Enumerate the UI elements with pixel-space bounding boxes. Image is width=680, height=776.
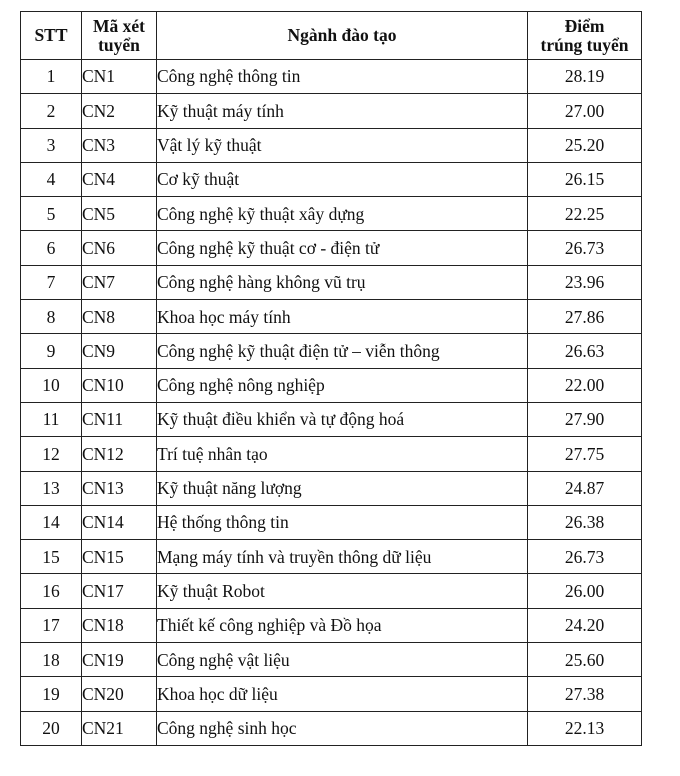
header-score-line1: Điểm <box>564 16 605 37</box>
cell-stt: 4 <box>21 162 82 196</box>
header-stt <box>21 12 82 60</box>
cell-stt: 11 <box>21 402 82 436</box>
cell-admission-code: CN14 <box>82 505 157 539</box>
cell-major: Trí tuệ nhân tạo <box>157 437 528 471</box>
cell-score: 25.60 <box>528 643 642 677</box>
header-stt-label: STT <box>34 25 68 46</box>
cell-stt: 12 <box>21 437 82 471</box>
cell-admission-code: CN13 <box>82 471 157 505</box>
cell-score: 26.73 <box>528 540 642 574</box>
admission-scores-table <box>20 11 642 746</box>
cell-score: 22.13 <box>528 711 642 745</box>
table-row <box>21 94 642 128</box>
table-row <box>21 300 642 334</box>
cell-stt: 9 <box>21 334 82 368</box>
cell-major: Vật lý kỹ thuật <box>157 128 528 162</box>
table-row <box>21 540 642 574</box>
cell-score: 24.87 <box>528 471 642 505</box>
table-row <box>21 643 642 677</box>
table-row <box>21 265 642 299</box>
cell-major: Công nghệ vật liệu <box>157 643 528 677</box>
cell-admission-code: CN19 <box>82 643 157 677</box>
table-row <box>21 162 642 196</box>
cell-score: 22.25 <box>528 197 642 231</box>
cell-score: 28.19 <box>528 60 642 94</box>
cell-score: 26.73 <box>528 231 642 265</box>
cell-stt: 2 <box>21 94 82 128</box>
cell-major: Hệ thống thông tin <box>157 505 528 539</box>
cell-stt: 1 <box>21 60 82 94</box>
cell-major: Kỹ thuật năng lượng <box>157 471 528 505</box>
cell-score: 26.15 <box>528 162 642 196</box>
cell-score: 26.38 <box>528 505 642 539</box>
table-row <box>21 60 642 94</box>
table-row <box>21 197 642 231</box>
cell-stt: 19 <box>21 677 82 711</box>
cell-major: Công nghệ hàng không vũ trụ <box>157 265 528 299</box>
cell-admission-code: CN11 <box>82 402 157 436</box>
cell-stt: 16 <box>21 574 82 608</box>
cell-major: Kỹ thuật Robot <box>157 574 528 608</box>
table-row <box>21 368 642 402</box>
cell-stt: 18 <box>21 643 82 677</box>
cell-admission-code: CN18 <box>82 608 157 642</box>
cell-major: Khoa học dữ liệu <box>157 677 528 711</box>
header-row <box>21 12 642 60</box>
table-row <box>21 711 642 745</box>
cell-stt: 20 <box>21 711 82 745</box>
cell-score: 24.20 <box>528 608 642 642</box>
table-row <box>21 231 642 265</box>
cell-admission-code: CN9 <box>82 334 157 368</box>
cell-admission-code: CN2 <box>82 94 157 128</box>
cell-stt: 5 <box>21 197 82 231</box>
table-row <box>21 505 642 539</box>
cell-stt: 3 <box>21 128 82 162</box>
cell-admission-code: CN8 <box>82 300 157 334</box>
cell-score: 26.00 <box>528 574 642 608</box>
cell-admission-code: CN17 <box>82 574 157 608</box>
cell-stt: 6 <box>21 231 82 265</box>
header-score-line2: trúng tuyển <box>540 34 629 55</box>
table-row <box>21 437 642 471</box>
header-major-label: Ngành đào tạo <box>287 25 397 46</box>
cell-stt: 7 <box>21 265 82 299</box>
cell-admission-code: CN1 <box>82 60 157 94</box>
cell-major: Công nghệ kỹ thuật xây dựng <box>157 197 528 231</box>
cell-major: Cơ kỹ thuật <box>157 162 528 196</box>
cell-major: Kỹ thuật máy tính <box>157 94 528 128</box>
cell-score: 27.90 <box>528 402 642 436</box>
table-row <box>21 471 642 505</box>
table-row <box>21 128 642 162</box>
cell-major: Mạng máy tính và truyền thông dữ liệu <box>157 540 528 574</box>
cell-score: 27.38 <box>528 677 642 711</box>
cell-major: Khoa học máy tính <box>157 300 528 334</box>
cell-admission-code: CN7 <box>82 265 157 299</box>
cell-admission-code: CN4 <box>82 162 157 196</box>
cell-admission-code: CN20 <box>82 677 157 711</box>
cell-admission-code: CN21 <box>82 711 157 745</box>
table-row <box>21 402 642 436</box>
cell-stt: 14 <box>21 505 82 539</box>
cell-stt: 15 <box>21 540 82 574</box>
cell-stt: 13 <box>21 471 82 505</box>
header-admission-code <box>82 12 157 60</box>
table-row <box>21 677 642 711</box>
cell-score: 26.63 <box>528 334 642 368</box>
cell-major: Công nghệ sinh học <box>157 711 528 745</box>
cell-admission-code: CN6 <box>82 231 157 265</box>
cell-score: 22.00 <box>528 368 642 402</box>
cell-admission-code: CN3 <box>82 128 157 162</box>
cell-major: Công nghệ thông tin <box>157 60 528 94</box>
cell-major: Kỹ thuật điều khiển và tự động hoá <box>157 402 528 436</box>
table-row <box>21 574 642 608</box>
cell-stt: 10 <box>21 368 82 402</box>
cell-score: 27.00 <box>528 94 642 128</box>
cell-admission-code: CN5 <box>82 197 157 231</box>
cell-admission-code: CN15 <box>82 540 157 574</box>
cell-major: Thiết kế công nghiệp và Đồ họa <box>157 608 528 642</box>
cell-admission-code: CN12 <box>82 437 157 471</box>
cell-score: 27.86 <box>528 300 642 334</box>
cell-major: Công nghệ nông nghiệp <box>157 368 528 402</box>
header-score <box>528 12 642 60</box>
table-body <box>21 60 642 746</box>
cell-stt: 17 <box>21 608 82 642</box>
cell-major: Công nghệ kỹ thuật điện tử – viễn thông <box>157 334 528 368</box>
header-major <box>157 12 528 60</box>
cell-admission-code: CN10 <box>82 368 157 402</box>
header-code-line2: tuyển <box>98 34 140 55</box>
table-header <box>21 12 642 60</box>
cell-score: 27.75 <box>528 437 642 471</box>
table-row <box>21 608 642 642</box>
table-row <box>21 334 642 368</box>
cell-stt: 8 <box>21 300 82 334</box>
cell-score: 25.20 <box>528 128 642 162</box>
cell-major: Công nghệ kỹ thuật cơ - điện tử <box>157 231 528 265</box>
cell-score: 23.96 <box>528 265 642 299</box>
header-code-line1: Mã xét <box>93 16 145 37</box>
